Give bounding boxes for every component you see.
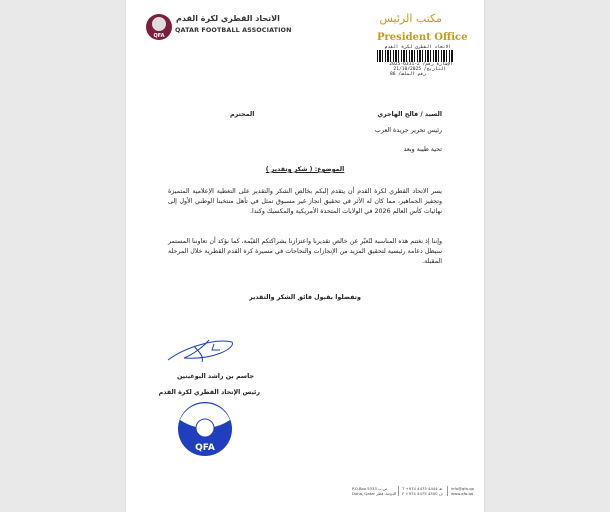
footer-web: www.qfa.qa	[451, 491, 474, 496]
recipient-honorific: المحترم	[230, 111, 255, 118]
footer-address	[352, 486, 396, 496]
footer-phone: T +974 4475 4444 هـ	[402, 486, 443, 491]
recipient-position: رئيس تحرير جريدة العرب	[374, 127, 442, 134]
barcode-icon	[377, 50, 453, 62]
org-name-ar: الاتحاد القطري لكرة القدم	[176, 14, 280, 23]
ref-number: الإشارة رقم/ 2-6331-2025	[389, 62, 453, 67]
subject-line: الموضوع: ( شكر وتقدير )	[265, 166, 345, 173]
office-title-en: President Office	[377, 32, 468, 43]
footer-city: Doha, Qatar الدوحة، قطر	[352, 491, 397, 496]
org-name-en: QATAR FOOTBALL ASSOCIATION	[175, 26, 292, 34]
closing-line: وتفضلوا بقبول فائق الشكر والتقدير	[249, 294, 361, 301]
office-title-ar: مكتب الرئيس	[379, 12, 442, 25]
footer-fax: F +974 4475 4300 ف	[402, 491, 443, 496]
signatory-name: جاسم بن راشد البوعينين	[177, 373, 254, 380]
ref-file: رقم الملف/ 86	[390, 72, 426, 77]
qfa-logo-icon	[146, 12, 172, 42]
paragraph-2: وإننا إذ نغتنم هذه المناسبة لنُعبّر عن خالص تقديرنا واعتزازنا بشراكتكم القيّمة، كما نؤكد أن تعاوننا المستمر سيظل دعامة رئيسية لتحقيق المزيد من الإنجازات والنجاحات في مسيرة كرة القدم القطرية خلال المرحلة المقبلة.	[168, 238, 442, 265]
svg-text:QFA: QFA	[153, 33, 165, 39]
paragraph-1: يسر الاتحاد القطري لكرة القدم أن يتقدم إليكم بخالص الشكر والتقدير على التغطية الإعلامية المتميزة وتحفيز الجماهير، مما كان له الأثر في تحقيق انجاز غير مسبوق تمثل في تأهل منتخبنا الوطني الأول إلى نهائيات كأس العالم 2026 في الولايات المتحدة الأمريكية والمكسيك وكندا.	[168, 188, 442, 215]
signatory-title: رئيس الإتحاد القطري لكرة القدم	[158, 389, 260, 396]
greeting: تحية طيبة وبعد	[403, 146, 442, 153]
footer-contact	[447, 486, 474, 496]
stamp-text: QFA	[195, 443, 215, 453]
footer-email: info@qfa.qa	[451, 486, 474, 491]
ref-date: التاريخ/ 21/10/2025	[393, 67, 446, 72]
letter-page	[126, 0, 484, 512]
signature-icon	[164, 336, 236, 366]
footer-po-box: P.O.Box 5333 ص.ب	[352, 486, 388, 491]
qfa-stamp-icon	[176, 400, 234, 458]
footer-phones	[398, 486, 443, 496]
recipient-name: السيد / فالح الهاجري	[377, 111, 442, 118]
barcode-caption: الاتحاد القطري لكرة القدم	[384, 45, 451, 50]
